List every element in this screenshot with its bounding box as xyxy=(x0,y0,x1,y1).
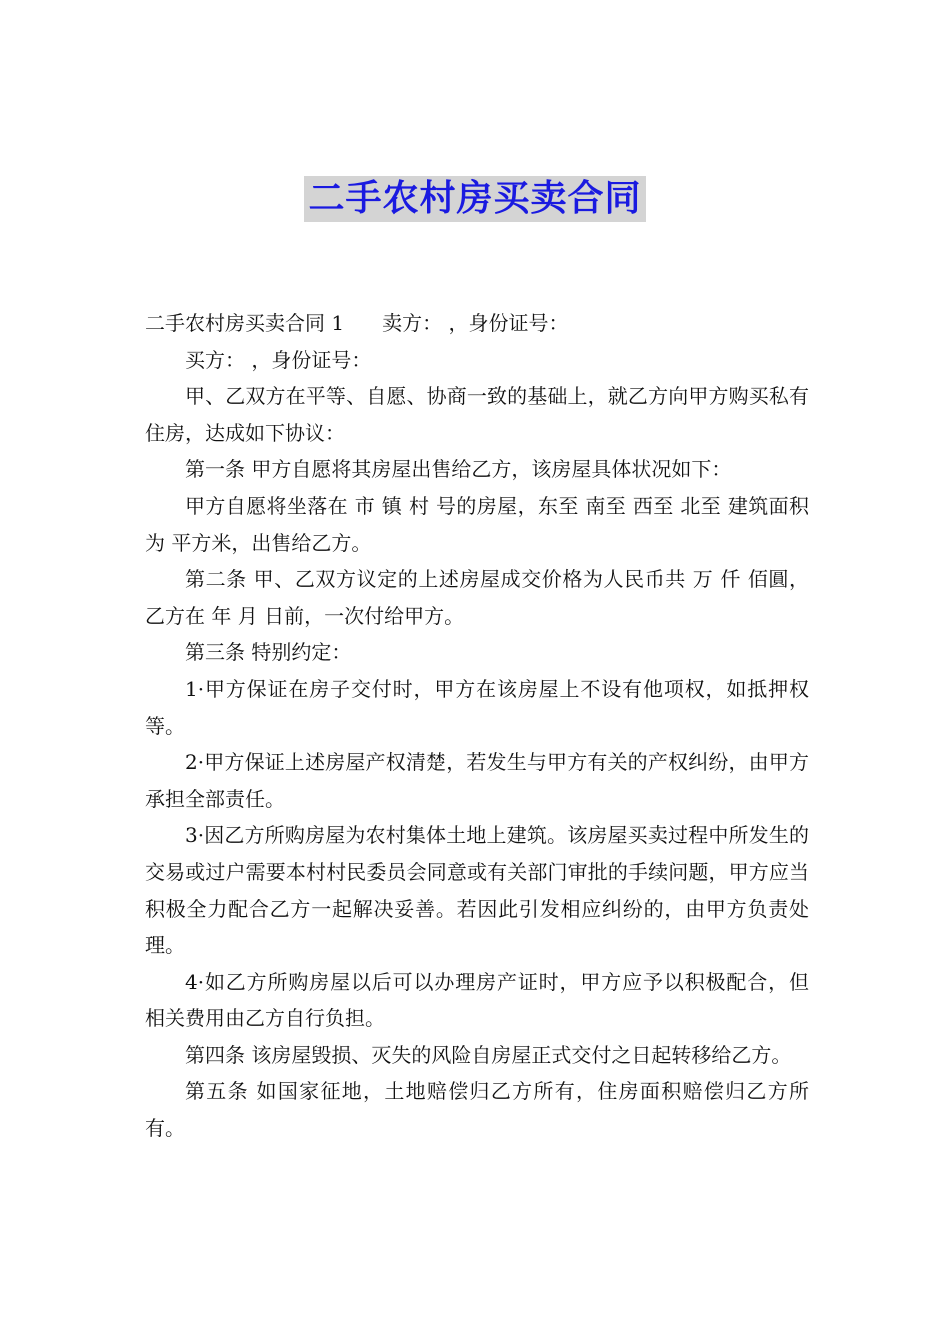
paragraph-article-2: 第二条 甲、乙双方议定的上述房屋成交价格为人民币共 万 仟 佰圓，乙方在 年 月 日前，一次付给甲方。 xyxy=(145,567,809,628)
paragraph-preamble: 甲、乙双方在平等、自愿、协商一致的基础上，就乙方向甲方购买私有住房，达成如下协议： xyxy=(145,384,809,445)
document-body xyxy=(145,305,809,1147)
header-line xyxy=(145,305,809,342)
document-title: 二手农村房买卖合同 xyxy=(304,176,645,222)
header-line-part1: 二手农村房买卖合同 1 xyxy=(145,311,345,335)
paragraph-property-details: 甲方自愿将坐落在 市 镇 村 号的房屋，东至 南至 西至 北至 建筑面积为 平方米，出售给乙方。 xyxy=(145,493,809,555)
header-line-part2: 卖方： ，身份证号： xyxy=(382,311,569,335)
paragraph-article-1: 第一条 甲方自愿将其房屋出售给乙方，该房屋具体状况如下： xyxy=(185,457,732,482)
paragraph-clause-4: 4·如乙方所购房屋以后可以办理房产证时，甲方应予以积极配合，但 相关费用由乙方自行负担。 xyxy=(145,969,809,1031)
paragraph-article-5: 第五条 如国家征地，土地赔偿归乙方所有，住房面积赔偿归乙方所有。 xyxy=(145,1079,809,1141)
paragraph-clause-3: 3·因乙方所购房屋为农村集体土地上建筑。该房屋买卖过程中所发生的交易或过户需要本村村民委员会同意或有关部门审批的手续问题，甲方应当积极全力配合乙方一起解决妥善。若因此引发相应纠纷的，由甲方负责处理。 xyxy=(145,823,809,958)
paragraph-clause-2: 2·甲方保证上述房屋产权清楚，若发生与甲方有关的产权纠纷，由甲方承担全部责任。 xyxy=(145,750,809,811)
paragraph-clause-1: 1·甲方保证在房子交付时，甲方在该房屋上不设有他项权，如抵押权等。 xyxy=(145,676,809,738)
paragraph-buyer: 买方： ，身份证号： xyxy=(185,347,372,372)
paragraph-article-4: 第四条 该房屋毁损、灭失的风险自房屋正式交付之日起转移给乙方。 xyxy=(185,1042,792,1067)
title-wrapper xyxy=(0,176,950,222)
paragraph-article-3: 第三条 特别约定： xyxy=(185,640,352,665)
